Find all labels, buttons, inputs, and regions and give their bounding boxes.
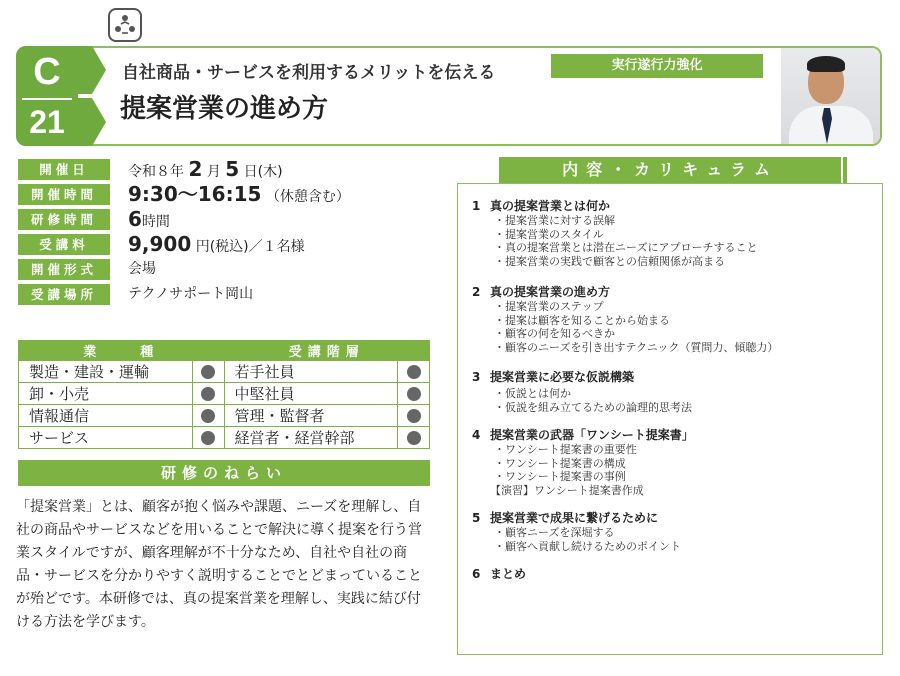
curriculum-subitem: ・顧客ニーズを深堀する	[494, 526, 615, 539]
skill-badge: 実行遂行力強化	[551, 54, 763, 78]
info-row-fee	[18, 234, 448, 255]
curriculum-item-2	[472, 284, 778, 354]
curriculum-subitem: ・ワンシート提案書の重要性	[494, 443, 637, 456]
curriculum-item-title: 3 提案営業に必要な仮説構築	[472, 370, 635, 384]
curriculum-item-title: 4 提案営業の武器「ワンシート提案書」	[472, 428, 694, 442]
info-label: 研修時間	[18, 209, 110, 230]
curriculum-subitem: ・提案は顧客を知ることから始まる	[494, 313, 670, 327]
selected-dot	[192, 427, 224, 449]
table-row	[19, 427, 430, 449]
curriculum-item-title: 1 真の提案営業とは何か	[472, 199, 611, 213]
industry-cell: 製造・建設・運輸	[19, 361, 193, 383]
curriculum-item-1	[472, 198, 757, 268]
level-cell: 管理・監督者	[224, 405, 398, 427]
target-categories-table	[18, 340, 430, 449]
info-row-format	[18, 259, 448, 280]
info-value: 6時間	[128, 207, 170, 231]
curriculum-subitem: ・提案営業のスタイル	[494, 227, 604, 241]
info-row-venue	[18, 284, 448, 305]
industry-cell: サービス	[19, 427, 193, 449]
selected-dot	[398, 383, 430, 405]
level-cell: 経営者・経営幹部	[224, 427, 398, 449]
info-label: 受講場所	[18, 284, 110, 305]
selected-dot	[192, 361, 224, 383]
selected-dot	[398, 405, 430, 427]
curriculum-subitem: ・ワンシート提案書の構成	[494, 456, 626, 470]
course-title: 提案営業の進め方	[120, 94, 329, 124]
course-subtitle: 自社商品・サービスを利用するメリットを伝える	[122, 63, 496, 83]
industry-cell: 情報通信	[19, 405, 193, 427]
curriculum-item-4	[472, 427, 694, 497]
curriculum-subitem: ・提案営業のステップ	[494, 300, 604, 313]
info-label: 開催形式	[18, 259, 110, 280]
curriculum-subitem: 【演習】ワンシート提案書作成	[490, 483, 644, 497]
selected-dot	[398, 427, 430, 449]
info-value: 9,900 円(税込)／１名様	[128, 232, 305, 256]
selected-dot	[192, 383, 224, 405]
aim-description: 「提案営業」とは、顧客が抱く悩みや課題、ニーズを理解し、自社の商品やサービスなどを用いることで解決に導く提案を行う営業スタイルですが、顧客理解が不十分なため、自社や自社の商品・サービスを分かりやすく説明することでとどまっていることが殆どです。本研修では、真の提案営業を理解し、実践に結び付ける方法を学びます。	[16, 499, 422, 630]
curriculum-subitem: ・提案営業に対する誤解	[494, 214, 615, 227]
curriculum-subitem: ・仮説を組み立てるための論理的思考法	[494, 400, 692, 414]
category-icon	[108, 8, 142, 42]
table-row	[19, 383, 430, 405]
selected-dot	[398, 361, 430, 383]
info-label: 開催時間	[18, 184, 110, 205]
selected-dot	[192, 405, 224, 427]
industry-cell: 卸・小売	[19, 383, 193, 405]
level-cell: 中堅社員	[224, 383, 398, 405]
info-row-time	[18, 184, 448, 205]
curriculum-item-6	[472, 566, 526, 582]
curriculum-subitem: ・提案営業の実践で顧客との信頼関係が高まる	[494, 254, 725, 268]
code-notch-shape	[78, 46, 108, 146]
info-value: テクノサポート岡山	[128, 286, 254, 302]
industry-header: 業 種	[19, 341, 225, 361]
curriculum-item-title: 2 真の提案営業の進め方	[472, 285, 611, 299]
curriculum-tab-edge	[843, 157, 847, 183]
curriculum-subitem: ・顧客のニーズを引き出すテクニック（質問力、傾聴力）	[494, 340, 779, 354]
curriculum-subitem: ・仮説とは何か	[494, 387, 571, 400]
curriculum-subitem: ・ワンシート提案書の事例	[494, 470, 626, 483]
curriculum-item-title: 5 提案営業で成果に繋げるために	[472, 511, 659, 525]
info-label: 受講料	[18, 234, 110, 255]
curriculum-item-5	[472, 510, 681, 553]
curriculum-subitem: ・顧客の何を知るべきか	[494, 327, 615, 340]
info-label: 開催日	[18, 159, 110, 180]
curriculum-item-title: 6 まとめ	[472, 567, 527, 581]
table-row	[19, 361, 430, 383]
course-code-number: 21	[29, 104, 65, 140]
curriculum-item-3	[472, 369, 692, 414]
level-cell: 若手社員	[224, 361, 398, 383]
level-header: 受講階層	[224, 341, 430, 361]
curriculum-title: 内容・カリキュラム	[499, 157, 841, 183]
aim-section-title: 研修のねらい	[18, 460, 430, 486]
instructor-photo	[781, 48, 880, 144]
curriculum-subitem: ・真の提案営業とは潜在ニーズにアプローチすること	[494, 241, 758, 254]
info-value: 会場	[128, 261, 156, 277]
course-code-letter: C	[33, 51, 61, 93]
table-row	[19, 405, 430, 427]
info-value: 令和８年 2 月 5 日(木)	[128, 157, 283, 181]
info-row-hours	[18, 209, 448, 230]
curriculum-subitem: ・顧客へ貢献し続けるためのポイント	[494, 539, 681, 553]
info-value: 9:30～16:15 （休憩含む）	[128, 182, 350, 206]
info-row-date	[18, 159, 448, 180]
